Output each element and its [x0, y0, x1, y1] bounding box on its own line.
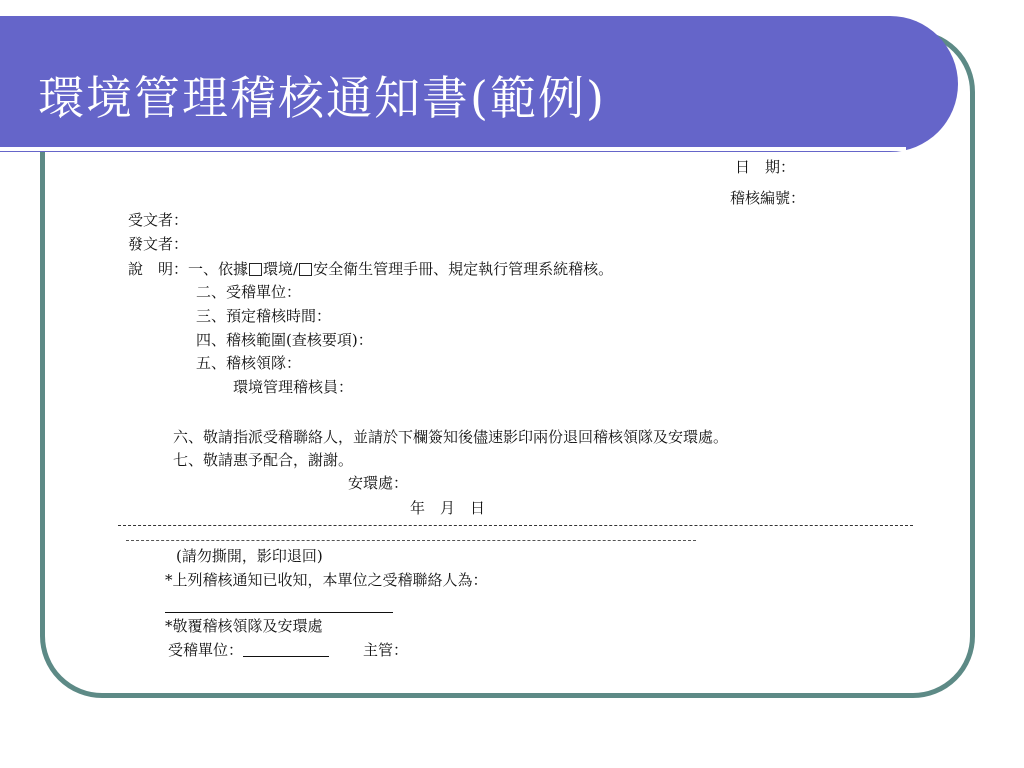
contact-blank[interactable]: [165, 612, 393, 613]
reply-line: *敬覆稽核領隊及安環處: [165, 617, 323, 635]
item-3: 三、預定稽核時間：: [196, 307, 332, 325]
explanation-line: [128, 260, 613, 278]
item-6: 六、敬請指派受稽聯絡人，並請於下欄簽知後儘速影印兩份退回稽核領隊及安環處。: [173, 428, 729, 446]
signoff-dept: 安環處：: [348, 474, 409, 492]
unit-supervisor-line: [168, 641, 408, 659]
tear-note: (請勿撕開，影印退回): [176, 547, 323, 565]
option-environment: 環境/: [263, 260, 299, 278]
unit-blank[interactable]: [243, 642, 329, 657]
item-2: 二、受稽單位：: [196, 283, 302, 301]
ack-line: *上列稽核通知已收知，本單位之受稽聯絡人為：: [165, 571, 488, 589]
item-5: 五、稽核領隊：: [196, 354, 302, 372]
slide-title: 環境管理稽核通知書(範例): [38, 71, 606, 125]
tear-line: [118, 525, 913, 526]
title-underline: [0, 147, 906, 151]
item-4: 四、稽核範圍(查核要項)：: [196, 331, 373, 349]
date-label: 日 期：: [735, 158, 796, 176]
item-5-sub: 環境管理稽核員：: [233, 378, 354, 396]
supervisor-label: 主管：: [363, 641, 409, 659]
checkbox-safety[interactable]: [299, 263, 312, 276]
option-safety: 安全衛生管理手冊、規定執行管理系統稽核。: [313, 260, 614, 278]
audit-number-label: 稽核編號：: [730, 189, 806, 207]
recipient-label: 受文者：: [128, 211, 189, 229]
item-7: 七、敬請惠予配合，謝謝。: [173, 451, 354, 469]
signoff-date: 年 月 日: [410, 499, 486, 517]
unit-label: 受稽單位：: [168, 641, 244, 659]
explanation-label: 說 明：一、依據: [128, 260, 249, 278]
checkbox-environment[interactable]: [249, 263, 262, 276]
tear-line-secondary: [126, 540, 696, 541]
title-bar: [0, 16, 958, 152]
sender-label: 發文者：: [128, 235, 189, 253]
